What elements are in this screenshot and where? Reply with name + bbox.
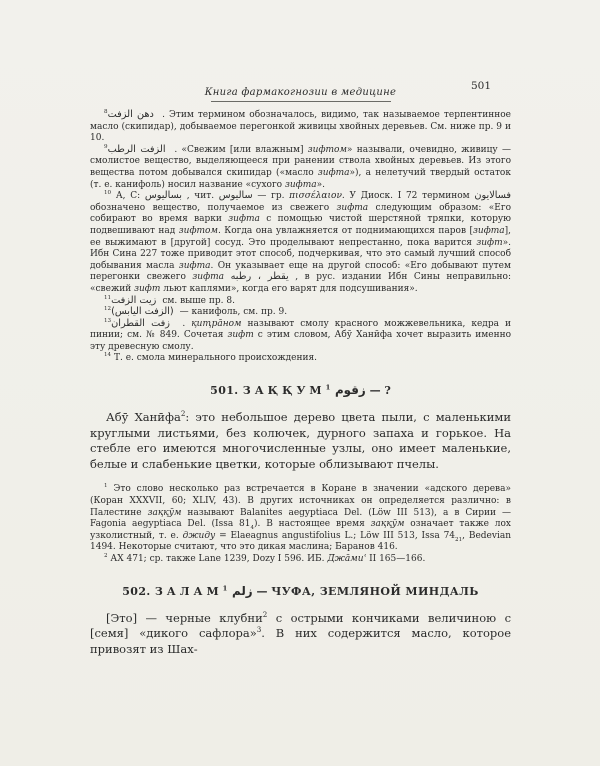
footnote-10: $^{10}$ А, С: بساليوس , чит. ساليوس — гр. πισσέλαιον. У Диоск. I 72 термином فسالايون обозначено вещество, получаемое из свежего зифта следующим образом: «Его собирают во время варки зифта с помощью чистой шерстяной тряпки, которую подвешивают над зифтом. Когда она увлажняется от поднимающихся паров [зифта], ее выжимают в [другой] сосуд. Это проделывают непрестанно, пока варится зифт». Ибн Сина 227 тоже приводит этот способ, подчеркивая, что это самый лучший способ добывания масла зифта. Он указывает еще на другой способ: «Его добывают путем перегонки свежего зифта يقطر ، رطبه , в рус. издании Ибн Сины неправильно: «свежий зифт льют каплями», когда его варят для подсушивания». — [90, 190, 512, 294]
running-head-rule — [211, 101, 391, 102]
footnote-13: $^{13}$ زفت القطران . қиҭрāном называют смолу красного можжевельника, кедра и пинии; см. № 849. Сочетая зифт с этим словом, Абӯ Ханӣфа хочет выразить именно эту древесную смолу. — [90, 317, 512, 352]
page-title: Книга фармакогнозии в медицине — [204, 87, 397, 98]
entry-502-body: [Это] — черные клубни$^2$ с острыми кончиками величиною с [семя] «дикого сафлора»$^3$. В них содержится масло, которое привозят из Шах- — [90, 609, 512, 656]
entry-502-heading: 502. ЗАЛАМ$^1$ زلم — ЧУФА, ЗЕМЛЯНОЙ МИНДАЛЬ — [122, 583, 479, 598]
footnote-14: $^{14}$ Т. е. смола минерального происхождения. — [104, 352, 318, 364]
running-head — [90, 80, 511, 98]
footnote-11: $^{11}$ زيت الزفت см. выше пр. 8. — [104, 294, 235, 306]
book-page-text-block — [90, 80, 511, 669]
footnote-12: $^{12}$ (الزفت اليابس) — канифоль, см. пр. 9. — [104, 306, 288, 318]
entry-501-footnote-1: $^1$ Это слово несколько раз встречается в Коране в значении «адского дерева» (Коран XXXVII, 60; XLIV, 43). В других источниках он определяется различно: в Палестине заққӯм называют Balanites aegyptiaca Del. (Löw III 513), а в Сирии — Fagonia aegyptiaca Del. (Issa $81_4$). В настоящее время заққӯм означает также лох узколистный, т. е. джиду = Elaeagnus angustifolius L.; Löw III 513, Issa $74_{21}$, Bedevian 1494. Некоторые считают, что это дикая маслина; Баранов 416. — [90, 483, 512, 553]
page-number: 501 — [470, 80, 491, 92]
entry-501-footnotes-block — [90, 484, 511, 565]
entry-501-heading: 501. ЗАҚҚУМ$^1$ زقوم — ? — [210, 383, 391, 398]
footnote-8: $^8$ دهن الزفت . Этим термином обозначалось, видимо, так называемое терпентинное масло (скипидар), добываемое перегонкой живицы хвойных деревьев. См. ниже пр. 9 и 10. — [90, 109, 511, 144]
footnotes-top-block — [90, 110, 511, 365]
footnote-9: $^9$ الزفت الرطب . «Свежим [или влажным] зифтом» называли, очевидно, живицу — смолистое вещество, выделяющееся при ранении ствола хвойных деревьев. Из этого вещества потом добывался скипидар («масло зифта»), а нелетучий твердый остаток (т. е. канифоль) носил название «сухого зифта». — [90, 143, 511, 190]
entry-501-body: Абӯ Ханӣфа$^2$: это небольшое дерево цвета пыли, с маленькими круглыми листьями, без колючек, дурного запаха и горькое. На стебле его имеются многочисленные узлы, оно имеет маленькие, белые и слабенькие цветки, которые облизывают пчелы. — [90, 409, 511, 471]
entry-501-footnote-2: $^2$ АХ 471; ср. также Lane 1239, Dozy I 596. ИБ. Джāмиʿ II 165—166. — [104, 553, 426, 564]
